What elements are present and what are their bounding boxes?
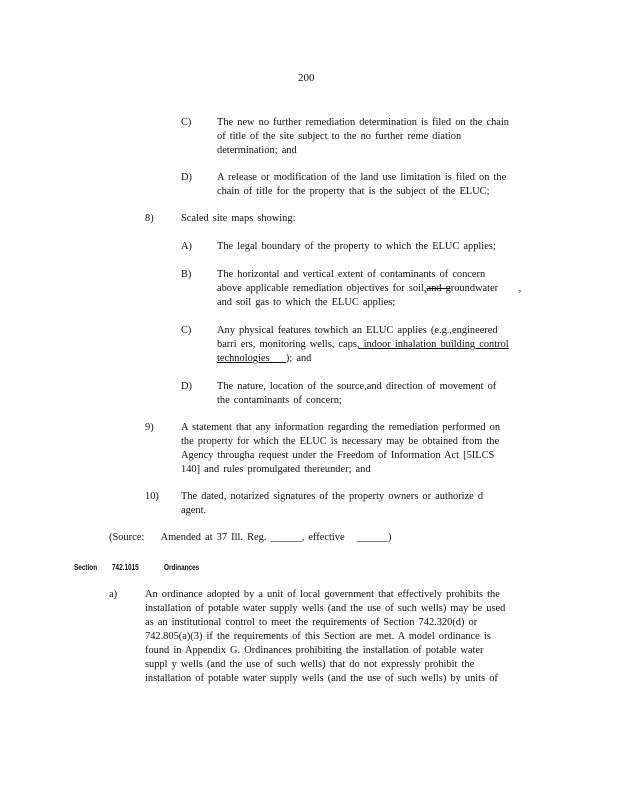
item-line: The legal boundary of the property to which the ELUC applies; bbox=[217, 241, 496, 252]
item-text: above applicable remediation objectives for soil bbox=[217, 283, 424, 294]
item-line: A statement that any information regarding the remediation performed on bbox=[181, 422, 501, 433]
item-line bbox=[217, 282, 521, 296]
list-item bbox=[217, 240, 496, 254]
source-line bbox=[109, 531, 392, 545]
paragraph-line: 742.805(a)(3) if the requirements of this Section are met. A model ordinance is bbox=[145, 631, 491, 642]
item-line bbox=[217, 338, 509, 352]
paragraph-marker: a) bbox=[109, 589, 118, 600]
item-marker: C) bbox=[181, 325, 192, 336]
item-line: the property for which the ELUC is necessary may be obtained from the bbox=[181, 436, 500, 447]
item-text: ); and bbox=[285, 353, 312, 364]
item-line: A release or modification of the land use limitation is filed on the bbox=[217, 172, 507, 183]
source-prefix: (Source: bbox=[109, 532, 145, 543]
item-line: and soil gas to which the ELUC applies; bbox=[217, 297, 396, 308]
item-marker: 8) bbox=[145, 213, 154, 224]
item-line: chain of title for the property that is the subject of the ELUC; bbox=[217, 186, 490, 197]
item-line: of title of the site subject to the no further reme diation bbox=[217, 131, 462, 142]
item-line: The new no further remediation determination is filed on the chain bbox=[217, 117, 509, 128]
source-note bbox=[109, 531, 392, 545]
item-line: The dated, notarized signatures of the property owners or authorize d bbox=[181, 491, 484, 502]
list-item bbox=[217, 171, 506, 199]
item-line: determination; and bbox=[217, 145, 297, 156]
paragraph-line: found in Appendix G. Ordinances prohibiting the installation of potable water bbox=[145, 645, 484, 656]
list-item bbox=[217, 324, 509, 366]
page-number: 200 bbox=[298, 72, 315, 84]
list-item bbox=[181, 421, 500, 477]
item-line bbox=[217, 324, 509, 338]
item-line: The horizontal and vertical extent of contaminants of concern bbox=[217, 269, 486, 280]
item-text: Any physical features to bbox=[217, 325, 323, 336]
item-line: 140] and rules promulgated thereunder; and bbox=[181, 464, 371, 475]
section-label: Section bbox=[74, 563, 98, 572]
paragraph-line: installation of potable water supply wells (and the use of such wells) by units of bbox=[145, 673, 498, 684]
paragraph-line: as an institutional control to meet the requirements of Section 742.320(d) or bbox=[145, 617, 478, 628]
item-line: The nature, location of the source,and direction of movement of bbox=[217, 381, 497, 392]
list-item bbox=[217, 380, 496, 408]
item-text: barri ers, monitoring wells, caps bbox=[217, 339, 357, 350]
item-marker: 9) bbox=[145, 422, 154, 433]
source-mid: , effective bbox=[301, 532, 345, 543]
deleted-text: and g bbox=[426, 283, 451, 294]
item-marker: 10) bbox=[145, 491, 159, 502]
list-item bbox=[181, 212, 295, 226]
item-line: Scaled site maps showing: bbox=[181, 213, 296, 224]
paragraph-line: An ordinance adopted by a unit of local government that effectively prohibits the bbox=[145, 589, 500, 600]
item-marker: B) bbox=[181, 269, 192, 280]
source-blank: ______) bbox=[356, 532, 392, 543]
inserted-text: technologies bbox=[217, 353, 270, 364]
section-title: Ordinances bbox=[164, 563, 200, 572]
item-line bbox=[217, 352, 509, 366]
paragraph bbox=[145, 588, 505, 686]
list-item bbox=[217, 268, 521, 310]
item-marker: C) bbox=[181, 117, 192, 128]
source-text: Amended at 37 Ill. Reg. bbox=[160, 532, 267, 543]
item-marker: D) bbox=[181, 172, 192, 183]
source-blank: ______ bbox=[270, 532, 302, 543]
item-marker: A) bbox=[181, 241, 192, 252]
item-line: agent. bbox=[181, 505, 207, 516]
list-item bbox=[217, 116, 509, 158]
paragraph-line: installation of potable water supply wells (and the use of such wells) may be used bbox=[145, 603, 506, 614]
item-text: , bbox=[518, 283, 522, 294]
inserted-text: , indoor inhalation building control bbox=[356, 339, 509, 350]
item-text: which an ELUC applies (e.g.,engineered bbox=[322, 325, 498, 336]
inserted-text: , bbox=[423, 283, 427, 294]
item-line: the contaminants of concern; bbox=[217, 395, 342, 406]
list-item bbox=[181, 490, 483, 518]
item-line: Agency througha request under the Freedom of Information Act [5ILCS bbox=[181, 450, 495, 461]
paragraph-line: suppl y wells (and the use of such wells) that do not expressly prohibit the bbox=[145, 659, 475, 670]
item-text: roundwater bbox=[450, 283, 499, 294]
section-number: 742.1015 bbox=[112, 563, 139, 572]
item-marker: D) bbox=[181, 381, 192, 392]
